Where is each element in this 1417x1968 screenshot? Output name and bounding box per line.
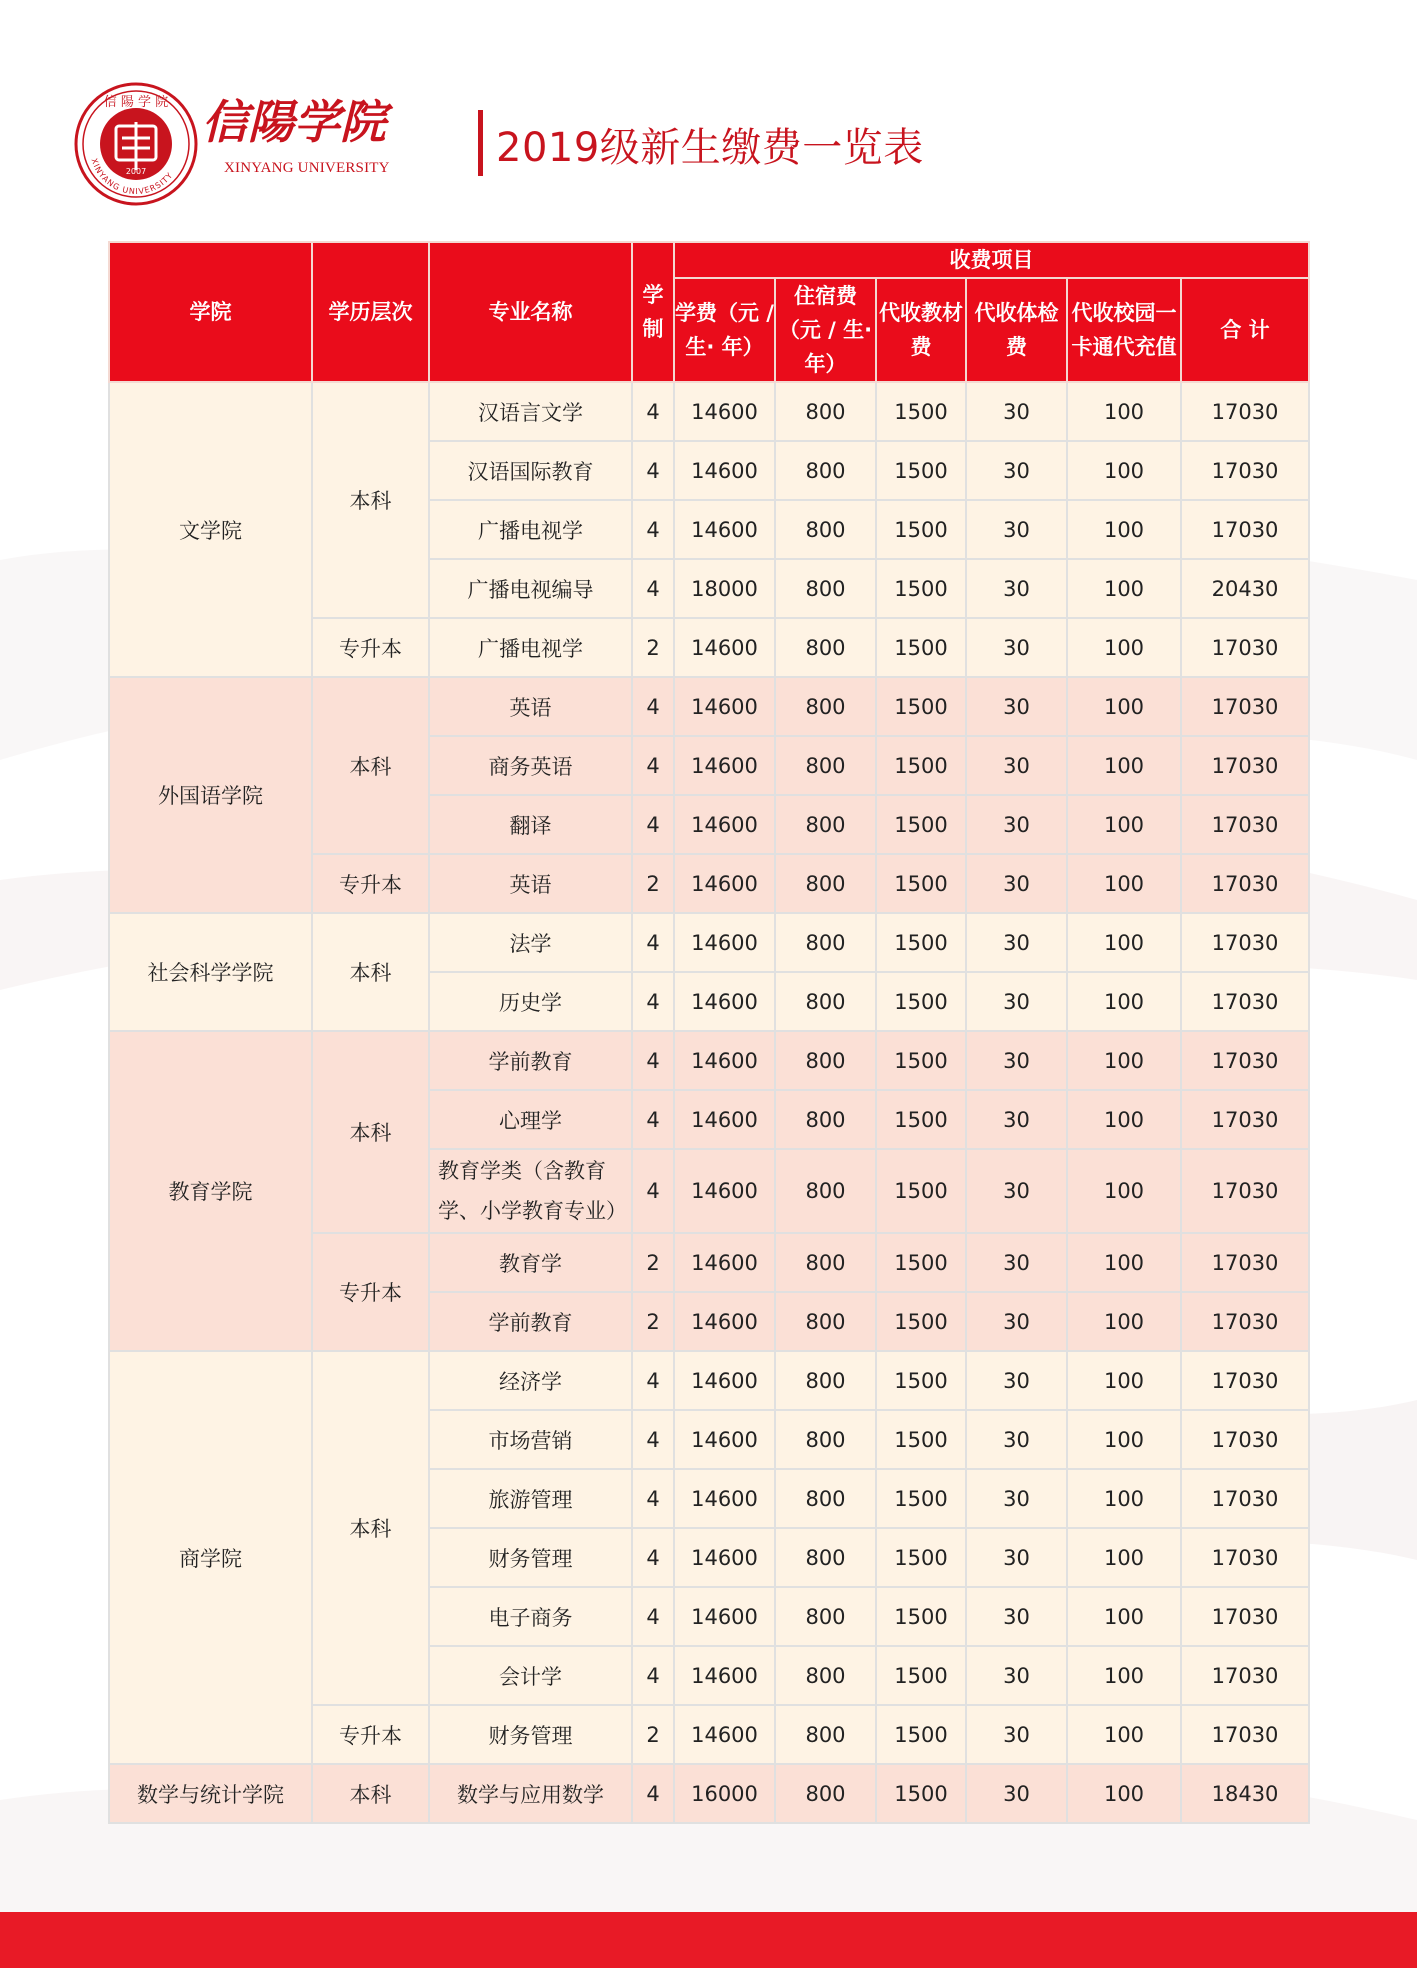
table-row [109,1351,1309,1410]
years-cell: 4 [632,559,674,618]
exam-cell: 30 [966,1705,1067,1764]
level-cell: 本科 [312,1764,429,1823]
college-cell: 商学院 [109,1351,312,1764]
total-cell: 17030 [1181,1031,1309,1090]
lodging-cell: 800 [775,795,876,854]
svg-text:信陽学院: 信陽学院 [202,95,386,146]
exam-cell: 30 [966,1764,1067,1823]
header-textbook: 代收教材费 [876,278,966,382]
tuition-cell: 14600 [674,677,775,736]
major-cell: 汉语国际教育 [429,441,632,500]
tuition-cell: 14600 [674,1090,775,1149]
years-cell: 4 [632,677,674,736]
lodging-cell: 800 [775,441,876,500]
textbook-cell: 1500 [876,1292,966,1351]
header-major: 专业名称 [429,242,632,382]
textbook-cell: 1500 [876,441,966,500]
textbook-cell: 1500 [876,559,966,618]
textbook-cell: 1500 [876,1233,966,1292]
header-lodging: 住宿费（元 / 生· 年） [775,278,876,382]
major-cell: 经济学 [429,1351,632,1410]
header-total: 合 计 [1181,278,1309,382]
years-cell: 4 [632,382,674,441]
level-cell: 专升本 [312,854,429,913]
total-cell: 17030 [1181,500,1309,559]
header-years: 学制 [632,242,674,382]
major-cell: 财务管理 [429,1528,632,1587]
major-cell: 会计学 [429,1646,632,1705]
card-cell: 100 [1067,1233,1181,1292]
lodging-cell: 800 [775,913,876,972]
years-cell: 2 [632,1233,674,1292]
exam-cell: 30 [966,1528,1067,1587]
textbook-cell: 1500 [876,1528,966,1587]
tuition-cell: 14600 [674,441,775,500]
years-cell: 4 [632,1764,674,1823]
total-cell: 17030 [1181,677,1309,736]
exam-cell: 30 [966,1587,1067,1646]
header-tuition: 学费（元 / 生· 年） [674,278,775,382]
exam-cell: 30 [966,559,1067,618]
major-cell: 学前教育 [429,1292,632,1351]
textbook-cell: 1500 [876,618,966,677]
card-cell: 100 [1067,1090,1181,1149]
footer-bar [0,1912,1417,1968]
major-cell: 汉语言文学 [429,382,632,441]
exam-cell: 30 [966,677,1067,736]
level-cell: 本科 [312,913,429,1031]
exam-cell: 30 [966,1031,1067,1090]
major-cell: 市场营销 [429,1410,632,1469]
card-cell: 100 [1067,913,1181,972]
lodging-cell: 800 [775,1149,876,1233]
level-cell: 专升本 [312,618,429,677]
exam-cell: 30 [966,618,1067,677]
textbook-cell: 1500 [876,1351,966,1410]
card-cell: 100 [1067,441,1181,500]
total-cell: 17030 [1181,736,1309,795]
years-cell: 2 [632,1292,674,1351]
years-cell: 4 [632,795,674,854]
textbook-cell: 1500 [876,1149,966,1233]
textbook-cell: 1500 [876,972,966,1031]
tuition-cell: 14600 [674,1351,775,1410]
level-cell: 专升本 [312,1705,429,1764]
table-row [109,1031,1309,1090]
tuition-cell: 18000 [674,559,775,618]
total-cell: 20430 [1181,559,1309,618]
textbook-cell: 1500 [876,382,966,441]
card-cell: 100 [1067,1351,1181,1410]
tuition-cell: 14600 [674,1528,775,1587]
major-cell: 广播电视学 [429,618,632,677]
exam-cell: 30 [966,913,1067,972]
tuition-cell: 14600 [674,1705,775,1764]
textbook-cell: 1500 [876,1410,966,1469]
lodging-cell: 800 [775,559,876,618]
college-cell: 外国语学院 [109,677,312,913]
card-cell: 100 [1067,1528,1181,1587]
university-name-english: XINYANG UNIVERSITY [224,160,390,176]
total-cell: 17030 [1181,1646,1309,1705]
years-cell: 4 [632,736,674,795]
university-seal-icon [74,82,198,206]
header-exam: 代收体检费 [966,278,1067,382]
table-row [109,677,1309,736]
card-cell: 100 [1067,1646,1181,1705]
table-row [109,1764,1309,1823]
tuition-cell: 14600 [674,1031,775,1090]
card-cell: 100 [1067,854,1181,913]
tuition-cell: 14600 [674,1469,775,1528]
card-cell: 100 [1067,677,1181,736]
total-cell: 17030 [1181,618,1309,677]
major-cell: 英语 [429,677,632,736]
exam-cell: 30 [966,1090,1067,1149]
exam-cell: 30 [966,854,1067,913]
table-row [109,913,1309,972]
lodging-cell: 800 [775,382,876,441]
lodging-cell: 800 [775,1233,876,1292]
major-cell: 学前教育 [429,1031,632,1090]
major-cell: 教育学 [429,1233,632,1292]
years-cell: 2 [632,618,674,677]
header-college: 学院 [109,242,312,382]
years-cell: 2 [632,854,674,913]
lodging-cell: 800 [775,1351,876,1410]
major-cell: 数学与应用数学 [429,1764,632,1823]
total-cell: 17030 [1181,382,1309,441]
tuition-cell: 14600 [674,1410,775,1469]
lodging-cell: 800 [775,1031,876,1090]
years-cell: 4 [632,1410,674,1469]
tuition-cell: 14600 [674,972,775,1031]
level-cell: 本科 [312,677,429,854]
tuition-cell: 14600 [674,736,775,795]
major-cell: 电子商务 [429,1587,632,1646]
total-cell: 17030 [1181,854,1309,913]
tuition-cell: 14600 [674,854,775,913]
years-cell: 4 [632,1149,674,1233]
textbook-cell: 1500 [876,1031,966,1090]
header-level: 学历层次 [312,242,429,382]
college-cell: 教育学院 [109,1031,312,1351]
total-cell: 17030 [1181,441,1309,500]
textbook-cell: 1500 [876,795,966,854]
years-cell: 4 [632,1469,674,1528]
major-cell: 旅游管理 [429,1469,632,1528]
total-cell: 17030 [1181,1469,1309,1528]
lodging-cell: 800 [775,1764,876,1823]
card-cell: 100 [1067,1705,1181,1764]
exam-cell: 30 [966,1233,1067,1292]
card-cell: 100 [1067,559,1181,618]
tuition-cell: 14600 [674,1646,775,1705]
header-card: 代收校园一卡通代充值 [1067,278,1181,382]
lodging-cell: 800 [775,736,876,795]
college-cell: 社会科学学院 [109,913,312,1031]
years-cell: 4 [632,913,674,972]
total-cell: 17030 [1181,1705,1309,1764]
tuition-cell: 14600 [674,795,775,854]
svg-text:信 陽 学 院: 信 陽 学 院 [103,95,169,110]
lodging-cell: 800 [775,677,876,736]
major-cell: 财务管理 [429,1705,632,1764]
total-cell: 17030 [1181,1149,1309,1233]
textbook-cell: 1500 [876,1646,966,1705]
major-cell: 广播电视学 [429,500,632,559]
years-cell: 4 [632,1351,674,1410]
level-cell: 本科 [312,1031,429,1233]
total-cell: 17030 [1181,1090,1309,1149]
years-cell: 4 [632,1090,674,1149]
total-cell: 17030 [1181,972,1309,1031]
lodging-cell: 800 [775,972,876,1031]
svg-text:XINYANG UNIVERSITY: XINYANG UNIVERSITY [89,157,175,197]
lodging-cell: 800 [775,1705,876,1764]
card-cell: 100 [1067,736,1181,795]
lodging-cell: 800 [775,1528,876,1587]
years-cell: 4 [632,972,674,1031]
major-cell: 历史学 [429,972,632,1031]
years-cell: 4 [632,500,674,559]
header-fee-items: 收费项目 [674,242,1309,278]
major-cell: 心理学 [429,1090,632,1149]
textbook-cell: 1500 [876,677,966,736]
textbook-cell: 1500 [876,1705,966,1764]
fee-table [108,241,1310,1824]
major-cell: 翻译 [429,795,632,854]
card-cell: 100 [1067,1292,1181,1351]
card-cell: 100 [1067,972,1181,1031]
total-cell: 18430 [1181,1764,1309,1823]
major-cell: 商务英语 [429,736,632,795]
lodging-cell: 800 [775,1090,876,1149]
total-cell: 17030 [1181,1410,1309,1469]
card-cell: 100 [1067,382,1181,441]
exam-cell: 30 [966,1149,1067,1233]
exam-cell: 30 [966,500,1067,559]
exam-cell: 30 [966,972,1067,1031]
card-cell: 100 [1067,500,1181,559]
level-cell: 本科 [312,382,429,618]
years-cell: 4 [632,441,674,500]
textbook-cell: 1500 [876,1469,966,1528]
page-title: 2019级新生缴费一览表 [496,125,924,171]
major-cell: 教育学类（含教育学、小学教育专业） [429,1149,632,1233]
tuition-cell: 14600 [674,1587,775,1646]
university-name-calligraphy [202,94,438,146]
years-cell: 4 [632,1646,674,1705]
textbook-cell: 1500 [876,500,966,559]
textbook-cell: 1500 [876,913,966,972]
tuition-cell: 14600 [674,618,775,677]
total-cell: 17030 [1181,1233,1309,1292]
textbook-cell: 1500 [876,1587,966,1646]
lodging-cell: 800 [775,1410,876,1469]
lodging-cell: 800 [775,618,876,677]
textbook-cell: 1500 [876,1764,966,1823]
card-cell: 100 [1067,1410,1181,1469]
card-cell: 100 [1067,618,1181,677]
level-cell: 专升本 [312,1233,429,1351]
tuition-cell: 16000 [674,1764,775,1823]
lodging-cell: 800 [775,854,876,913]
title-divider [478,110,483,176]
exam-cell: 30 [966,382,1067,441]
lodging-cell: 800 [775,1646,876,1705]
card-cell: 100 [1067,1587,1181,1646]
exam-cell: 30 [966,441,1067,500]
lodging-cell: 800 [775,1469,876,1528]
years-cell: 2 [632,1705,674,1764]
total-cell: 17030 [1181,1528,1309,1587]
major-cell: 法学 [429,913,632,972]
tuition-cell: 14600 [674,500,775,559]
exam-cell: 30 [966,1410,1067,1469]
card-cell: 100 [1067,1031,1181,1090]
card-cell: 100 [1067,795,1181,854]
lodging-cell: 800 [775,1587,876,1646]
college-cell: 文学院 [109,382,312,677]
years-cell: 4 [632,1031,674,1090]
total-cell: 17030 [1181,795,1309,854]
total-cell: 17030 [1181,1292,1309,1351]
total-cell: 17030 [1181,1351,1309,1410]
tuition-cell: 14600 [674,1149,775,1233]
svg-text:2007: 2007 [125,167,147,176]
tuition-cell: 14600 [674,1233,775,1292]
exam-cell: 30 [966,1646,1067,1705]
fee-table-body [109,382,1309,1823]
tuition-cell: 14600 [674,913,775,972]
major-cell: 英语 [429,854,632,913]
exam-cell: 30 [966,1351,1067,1410]
tuition-cell: 14600 [674,1292,775,1351]
exam-cell: 30 [966,795,1067,854]
card-cell: 100 [1067,1469,1181,1528]
years-cell: 4 [632,1587,674,1646]
card-cell: 100 [1067,1149,1181,1233]
years-cell: 4 [632,1528,674,1587]
lodging-cell: 800 [775,500,876,559]
lodging-cell: 800 [775,1292,876,1351]
textbook-cell: 1500 [876,736,966,795]
tuition-cell: 14600 [674,382,775,441]
total-cell: 17030 [1181,1587,1309,1646]
major-cell: 广播电视编导 [429,559,632,618]
level-cell: 本科 [312,1351,429,1705]
textbook-cell: 1500 [876,854,966,913]
total-cell: 17030 [1181,913,1309,972]
card-cell: 100 [1067,1764,1181,1823]
exam-cell: 30 [966,1469,1067,1528]
page-header [74,82,1374,202]
table-row [109,382,1309,441]
exam-cell: 30 [966,1292,1067,1351]
college-cell: 数学与统计学院 [109,1764,312,1823]
exam-cell: 30 [966,736,1067,795]
textbook-cell: 1500 [876,1090,966,1149]
